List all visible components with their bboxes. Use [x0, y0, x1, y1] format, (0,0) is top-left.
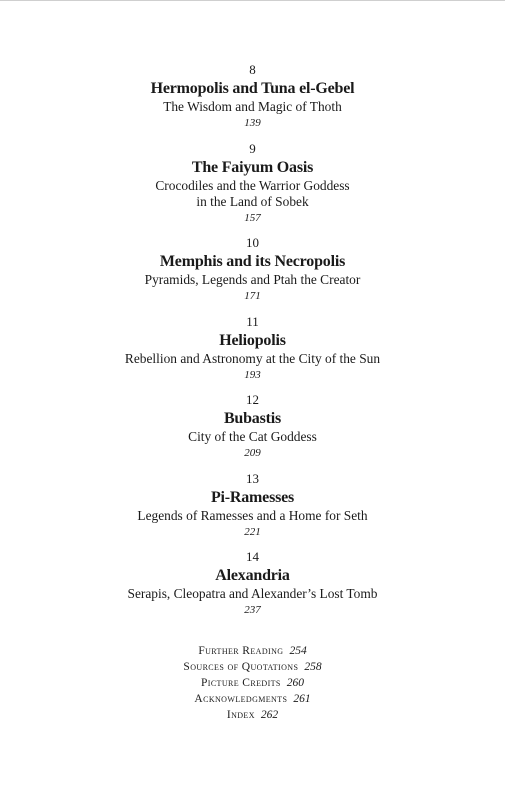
back-matter-list	[0, 643, 505, 723]
chapter-subtitle: in the Land of Sobek	[196, 193, 309, 209]
chapter-subtitle: Pyramids, Legends and Ptah the Creator	[144, 272, 361, 287]
toc-entry[interactable]	[0, 314, 505, 393]
chapter-number: 11	[246, 313, 259, 329]
back-matter-item[interactable]	[0, 675, 505, 691]
back-matter-item[interactable]	[0, 643, 505, 659]
chapter-number: 8	[249, 62, 256, 77]
chapter-number: 10	[246, 235, 259, 250]
toc-entry[interactable]	[0, 141, 505, 236]
back-matter-page-number: 260	[286, 677, 305, 689]
toc-entry[interactable]	[0, 549, 505, 628]
toc-entry[interactable]	[0, 392, 505, 471]
chapter-number: 13	[246, 470, 259, 486]
back-matter-item[interactable]	[0, 659, 505, 675]
back-matter-label: Index	[226, 709, 255, 721]
chapter-page-number: 171	[244, 290, 261, 302]
toc-entry[interactable]	[0, 62, 505, 141]
back-matter-label: Further Reading	[198, 645, 284, 657]
back-matter-item[interactable]	[0, 691, 505, 707]
chapter-number: 12	[246, 392, 259, 407]
chapter-title: Heliopolis	[219, 331, 286, 349]
back-matter-label: Picture Credits	[200, 677, 281, 689]
back-matter-label: Acknowledgments	[194, 693, 288, 705]
chapter-title: Alexandria	[215, 567, 290, 584]
chapter-number: 14	[246, 549, 259, 564]
chapter-number: 9	[249, 140, 256, 156]
chapter-subtitle: Crocodiles and the Warrior Goddess	[155, 177, 350, 193]
back-matter-page-number: 262	[260, 709, 279, 721]
chapter-page-number: 221	[244, 525, 261, 538]
chapter-subtitle: The Wisdom and Magic of Thoth	[163, 99, 342, 114]
back-matter-page-number: 254	[289, 645, 307, 657]
chapter-subtitle: Legends of Ramesses and a Home for Seth	[137, 507, 368, 523]
chapter-title: Memphis and its Necropolis	[159, 253, 346, 270]
chapter-subtitle: Serapis, Cleopatra and Alexander’s Lost Tomb	[127, 586, 378, 601]
table-of-contents	[0, 62, 505, 628]
chapter-subtitle: City of the Cat Goddess	[188, 429, 317, 444]
chapter-title: The Faiyum Oasis	[191, 158, 314, 176]
toc-entry[interactable]	[0, 471, 505, 550]
chapter-page-number: 209	[244, 447, 261, 459]
top-rule	[0, 0, 505, 1]
back-matter-item[interactable]	[0, 707, 505, 723]
back-matter-page-number: 261	[293, 693, 311, 705]
chapter-page-number: 139	[244, 117, 261, 129]
chapter-page-number: 237	[244, 604, 261, 616]
chapter-page-number: 193	[244, 368, 261, 381]
back-matter-label: Sources of Quotations	[183, 661, 299, 673]
back-matter-page-number: 258	[304, 661, 322, 673]
toc-entry[interactable]	[0, 235, 505, 314]
chapter-title: Pi-Ramesses	[210, 488, 295, 506]
chapter-title: Hermopolis and Tuna el-Gebel	[150, 80, 355, 97]
chapter-title: Bubastis	[223, 410, 282, 427]
chapter-subtitle: Rebellion and Astronomy at the City of the Sun	[124, 350, 381, 366]
chapter-page-number: 157	[244, 211, 261, 224]
